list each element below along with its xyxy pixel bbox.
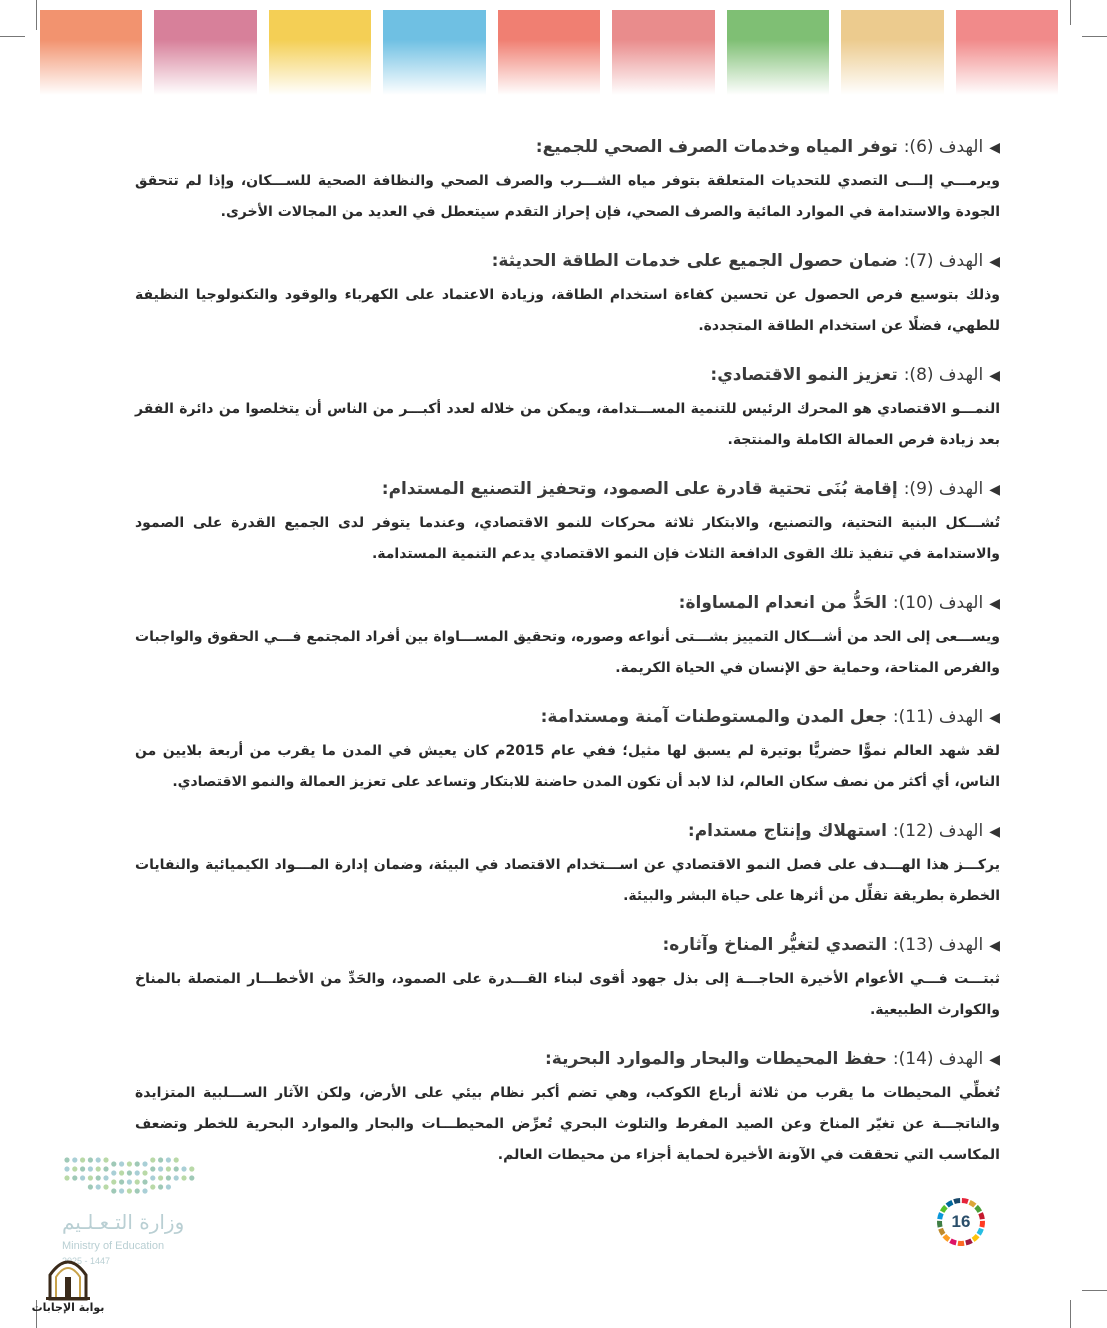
goal-label: الهدف (11): — [892, 707, 984, 727]
ministry-dot — [142, 1161, 147, 1166]
bullet-arrow-icon: ◀ — [989, 596, 1000, 612]
ministry-dot — [135, 1161, 140, 1166]
goal-title — [135, 242, 1000, 280]
bullet-arrow-icon: ◀ — [989, 368, 1000, 384]
goal-heading: الحَدُّ من انعدام المساواة: — [678, 593, 887, 613]
header-color-tab — [40, 10, 142, 95]
header-color-tab — [841, 10, 943, 95]
page-number-badge — [934, 1195, 988, 1249]
ministry-dot — [135, 1188, 140, 1193]
ministry-dot — [174, 1166, 179, 1171]
goal-body: تُغطِّي المحيطات ما يقرب من ثلاثة أرباع الكوكب، وهي تضم أكبر نظام بيئي على الأرض، ولكن الآثار الســـلبية المتزايدة والناتجـــة عن تغيّر المناخ وعن الصيد المفرط والتلوث البحري تُعرِّض المحيطـــات والبحار والموارد البحرية للخطر وتضعف المكاسب التي تحققت في الآونة الأخيرة لحماية أجزاء من محيطات العالم. — [135, 1085, 1000, 1163]
goal-label: الهدف (7): — [903, 251, 984, 271]
ministry-dot — [181, 1166, 186, 1171]
header-color-tab — [383, 10, 485, 95]
ministry-dot — [96, 1157, 101, 1162]
goal-6 — [135, 128, 1000, 228]
goal-9 — [135, 470, 1000, 570]
gate-arch-icon — [28, 1255, 111, 1301]
bullet-arrow-icon: ◀ — [989, 1052, 1000, 1068]
goal-13 — [135, 926, 1000, 1026]
goal-title — [135, 698, 1000, 736]
ministry-year: 2025 - 1447 — [62, 1256, 111, 1266]
ministry-dot — [103, 1157, 108, 1162]
goal-body: يركـــز هذا الهـــدف على فصل النمو الاقتصادي عن اســـتخدام الاقتصاد في البيئة، وضمان إدارة المـــواد الكيميائية والنفايات الخطرة بطريقة تقلِّل من أثرها على حياة البشر والبيئة. — [135, 857, 1000, 904]
goal-label: الهدف (8): — [903, 365, 984, 385]
goal-title — [135, 812, 1000, 850]
ministry-dot — [166, 1184, 171, 1189]
ministry-dot — [142, 1170, 147, 1175]
goal-label: الهدف (12): — [892, 821, 984, 841]
ministry-dot — [189, 1175, 194, 1180]
ministry-dot — [103, 1166, 108, 1171]
goal-body: تُشـــكل البنية التحتية، والتصنيع، والابتكار ثلاثة محركات للنمو الاقتصادي، وعندما يتوفر لدى الجميع القدرة على الصمود والاستدامة في تنفيذ تلك القوى الدافعة الثلاث فإن النمو الاقتصادي يدعم التنمية المستدامة. — [135, 515, 1000, 562]
ministry-dot — [119, 1179, 124, 1184]
goal-8 — [135, 356, 1000, 456]
ministry-dot — [96, 1166, 101, 1171]
goal-heading: جعل المدن والمستوطنات آمنة ومستدامة: — [540, 707, 887, 727]
ministry-dot — [166, 1166, 171, 1171]
ministry-dot — [119, 1161, 124, 1166]
ministry-dot — [174, 1157, 179, 1162]
ministry-name-ar: وزارة التـعـلـيم — [62, 1210, 185, 1234]
header-color-tab — [269, 10, 371, 95]
header-color-tab — [612, 10, 714, 95]
crop-mark — [1070, 1300, 1071, 1328]
ministry-dot — [103, 1175, 108, 1180]
header-color-tab — [956, 10, 1058, 95]
goal-heading: استهلاك وإنتاج مستدام: — [687, 821, 887, 841]
goal-label: الهدف (6): — [903, 137, 984, 157]
goals-content — [135, 128, 1000, 1185]
ministry-dot — [135, 1170, 140, 1175]
ministry-dot — [158, 1166, 163, 1171]
ministry-dot — [158, 1184, 163, 1189]
goal-7 — [135, 242, 1000, 342]
goal-title — [135, 584, 1000, 622]
goal-title — [135, 356, 1000, 394]
goal-heading: ضمان حصول الجميع على خدمات الطاقة الحديثة: — [491, 251, 898, 271]
ministry-dot — [150, 1184, 155, 1189]
ministry-dot — [72, 1157, 77, 1162]
ministry-dot — [96, 1184, 101, 1189]
goal-title — [135, 1040, 1000, 1078]
goal-body: لقد شهد العالم نموًّا حضريًّا بوتيرة لم يسبق لها مثيل؛ ففي عام 2015م كان يعيش في المدن ما يقرب من أربعة بلايين من الناس، أي أكثر من نصف سكان العالم، لذا لابد أن تكون المدن حاضنة للابتكار وتساعد على تعزيز العمالة والنمو الاقتصادي. — [135, 743, 1000, 790]
goal-heading: التصدي لتغيُّر المناخ وآثاره: — [662, 935, 887, 955]
bullet-arrow-icon: ◀ — [989, 140, 1000, 156]
goal-title — [135, 470, 1000, 508]
answers-gate-logo — [28, 1255, 111, 1320]
goal-label: الهدف (14): — [892, 1049, 984, 1069]
bullet-arrow-icon: ◀ — [989, 710, 1000, 726]
ministry-dot — [119, 1170, 124, 1175]
ministry-dot — [142, 1188, 147, 1193]
crop-mark — [0, 36, 25, 37]
ministry-dot — [88, 1157, 93, 1162]
goal-11 — [135, 698, 1000, 798]
goal-label: الهدف (13): — [892, 935, 984, 955]
goal-heading: إقامة بُنَى تحتية قادرة على الصمود، وتحفيز التصنيع المستدام: — [381, 479, 898, 499]
gate-label: بوابة الإجابات — [31, 1301, 105, 1314]
ministry-dot — [174, 1175, 179, 1180]
ministry-dot — [88, 1175, 93, 1180]
ministry-dot — [127, 1188, 132, 1193]
ministry-dot — [64, 1157, 69, 1162]
ministry-dot — [142, 1179, 147, 1184]
goal-title — [135, 128, 1000, 166]
ministry-dot — [158, 1157, 163, 1162]
ministry-dot — [80, 1175, 85, 1180]
goal-heading: حفظ المحيطات والبحار والموارد البحرية: — [544, 1049, 887, 1069]
ministry-dot — [80, 1166, 85, 1171]
ministry-dot — [127, 1170, 132, 1175]
ministry-dot — [88, 1184, 93, 1189]
goal-title — [135, 926, 1000, 964]
ministry-dot — [127, 1161, 132, 1166]
ministry-dot — [111, 1179, 116, 1184]
ministry-dot — [135, 1179, 140, 1184]
goal-body: ويســـعى إلى الحد من أشـــكال التمييز بشـــتى أنواعه وصوره، وتحقيق المســـاواة بين أفراد المجتمع فـــي الحقوق والواجبات والفرص المتاحة، وحماية حق الإنسان في الحياة الكريمة. — [135, 629, 1000, 676]
header-color-tab — [154, 10, 256, 95]
crop-mark — [36, 0, 37, 30]
ministry-dots-icon — [63, 1155, 198, 1200]
goal-12 — [135, 812, 1000, 912]
ministry-dot — [111, 1170, 116, 1175]
ministry-dot — [103, 1184, 108, 1189]
ministry-dot — [119, 1188, 124, 1193]
ministry-dot — [88, 1166, 93, 1171]
goal-heading: توفر المياه وخدمات الصرف الصحي للجميع: — [535, 137, 898, 157]
ministry-dot — [72, 1166, 77, 1171]
ministry-dot — [181, 1175, 186, 1180]
ministry-logo — [58, 1150, 208, 1270]
header-color-tab — [498, 10, 600, 95]
goal-body: ويرمـــي إلـــى التصدي للتحديات المتعلقة بتوفر مياه الشـــرب والصرف الصحي والنظافة الصحية للســـكان، وإذا لم تتحقق الجودة والاستدامة في الموارد المائية والصرف الصحي، فإن إحراز التقدم سيتعطل في العديد من المجالات الأخرى. — [135, 173, 1000, 220]
goal-label: الهدف (10): — [892, 593, 984, 613]
ministry-dot — [96, 1175, 101, 1180]
bullet-arrow-icon: ◀ — [989, 254, 1000, 270]
goal-heading: تعزيز النمو الاقتصادي: — [710, 365, 898, 385]
crop-mark — [1070, 0, 1071, 25]
bullet-arrow-icon: ◀ — [989, 938, 1000, 954]
goal-14 — [135, 1040, 1000, 1171]
goal-body: وذلك بتوسيع فرص الحصول عن تحسين كفاءة استخدام الطاقة، وزيادة الاعتماد على الكهرباء والوقود والتكنولوجيا النظيفة للطهي، فضلًا عن استخدام الطاقة المتجددة. — [135, 287, 1000, 334]
ministry-dot — [64, 1175, 69, 1180]
goal-body: ثبتـــت فـــي الأعوام الأخيرة الحاجـــة إلى بذل جهود أقوى لبناء القـــدرة على الصمود، والحَدِّ من الأخطـــار المتصلة بالمناخ والكوارث الطبيعية. — [135, 971, 1000, 1018]
ministry-dot — [150, 1157, 155, 1162]
ministry-dot — [111, 1188, 116, 1193]
ministry-dot — [80, 1157, 85, 1162]
ministry-dot — [189, 1166, 194, 1171]
header-color-tab — [727, 10, 829, 95]
bullet-arrow-icon: ◀ — [989, 824, 1000, 840]
crop-mark — [1082, 1290, 1107, 1291]
ministry-dot — [64, 1166, 69, 1171]
page-number: 16 — [951, 1212, 971, 1231]
header-color-tabs — [38, 10, 1068, 95]
goal-10 — [135, 584, 1000, 684]
goal-label: الهدف (9): — [903, 479, 984, 499]
ministry-dot — [72, 1175, 77, 1180]
ministry-dot — [111, 1161, 116, 1166]
crop-mark — [1082, 36, 1107, 37]
ministry-dot — [166, 1175, 171, 1180]
ministry-dot — [158, 1175, 163, 1180]
ministry-dot — [166, 1157, 171, 1162]
bullet-arrow-icon: ◀ — [989, 482, 1000, 498]
ministry-name-en: Ministry of Education — [62, 1240, 165, 1252]
ministry-dot — [127, 1179, 132, 1184]
ministry-dot — [150, 1175, 155, 1180]
ministry-dot — [150, 1166, 155, 1171]
goal-body: النمـــو الاقتصادي هو المحرك الرئيس للتنمية المســـتدامة، ويمكن من خلاله لعدد أكبـــر من الناس أن يتخلصوا من دائرة الفقر بعد زيادة فرص العمالة الكاملة والمنتجة. — [135, 401, 1000, 448]
